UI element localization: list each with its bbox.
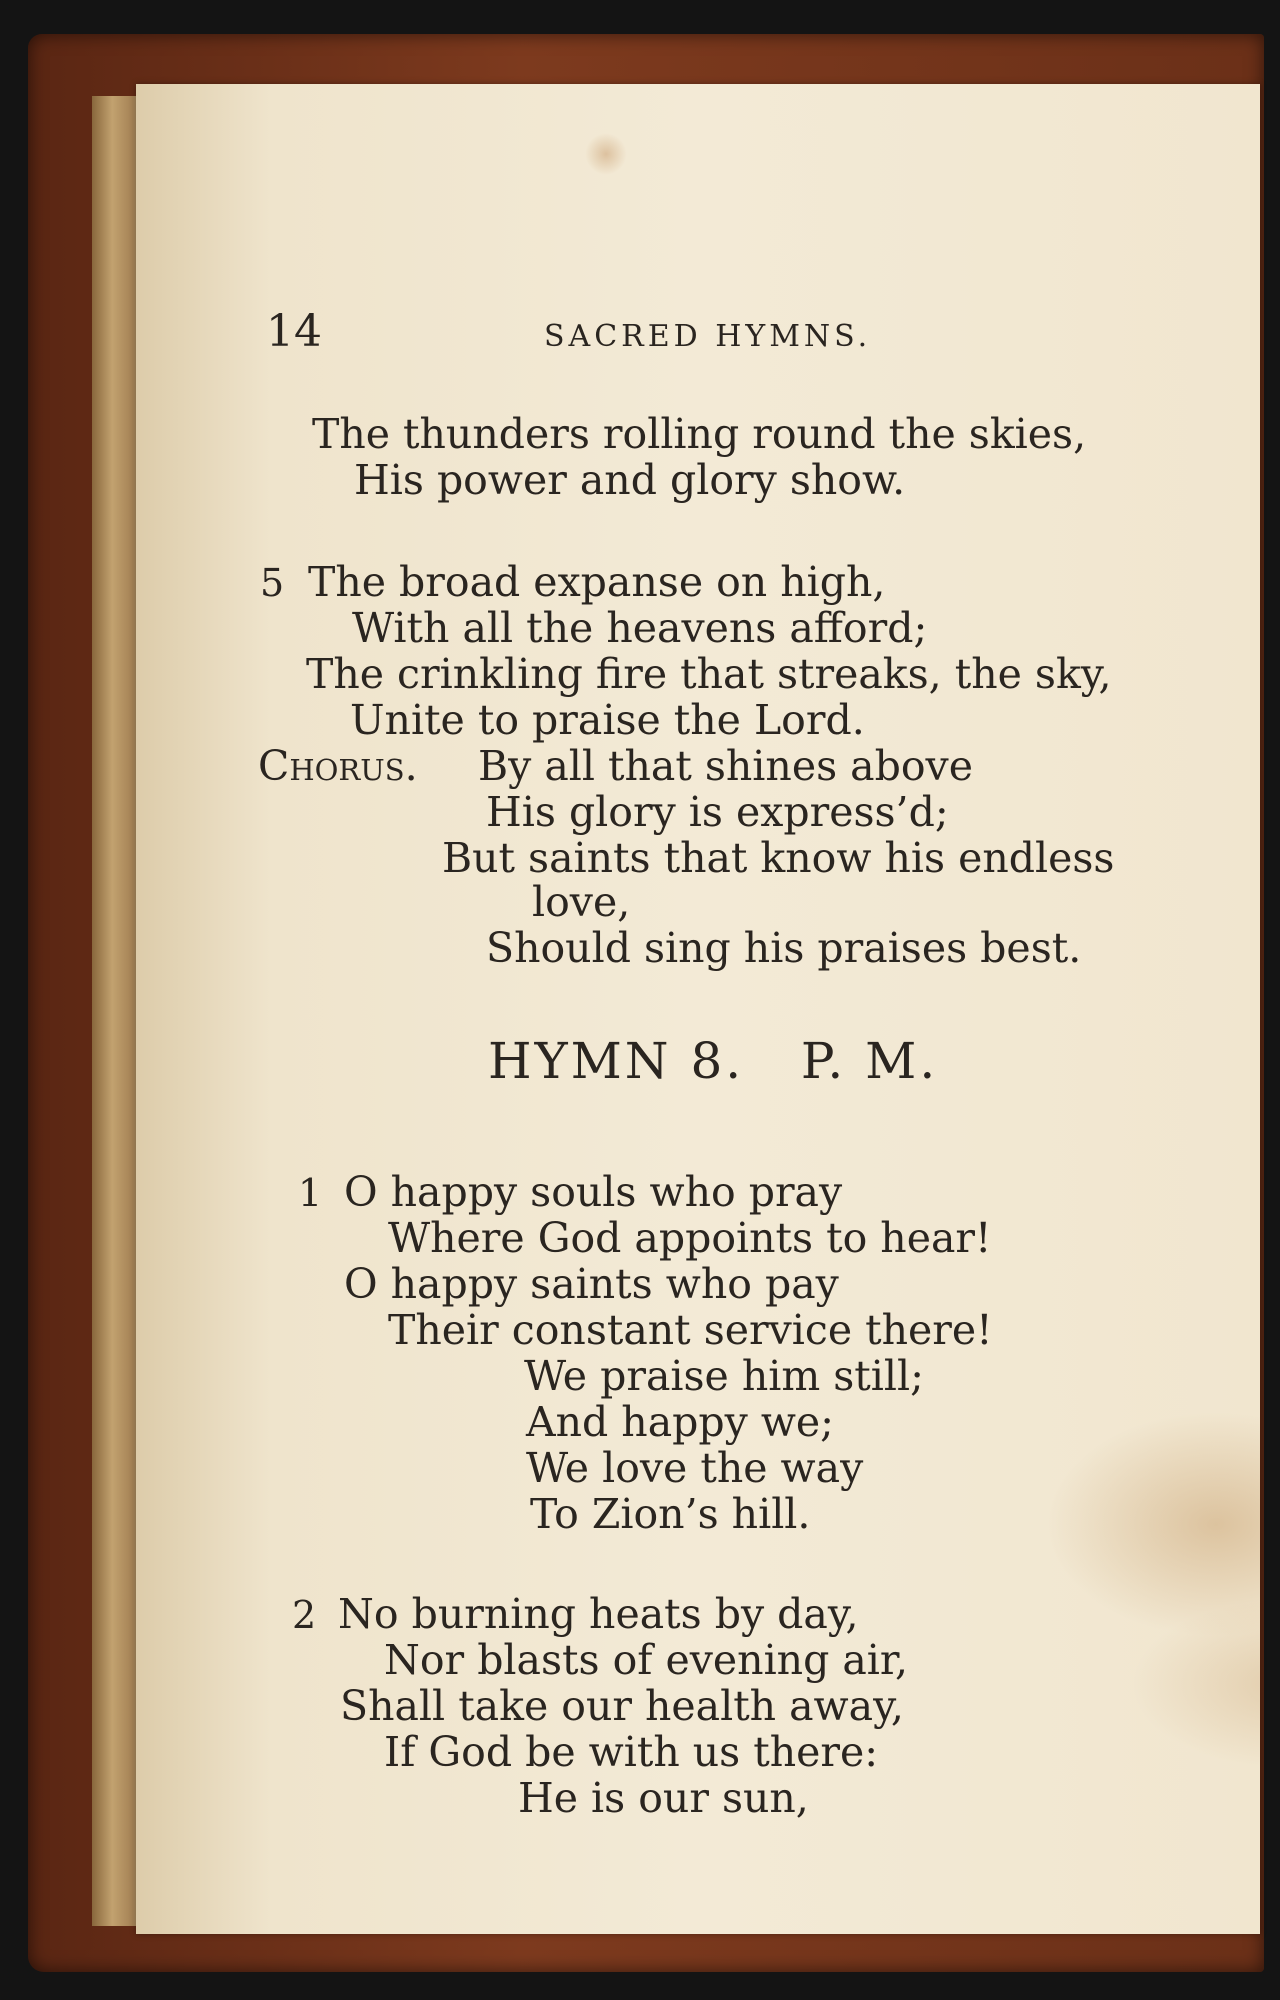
verse-line: But saints that know his endless <box>442 834 1115 882</box>
verse-line: The thunders rolling round the skies, <box>312 410 1087 458</box>
verse-line: Should sing his praises best. <box>486 924 1082 972</box>
verse-line: We love the way <box>526 1444 864 1492</box>
stanza-number: 1 <box>298 1171 323 1215</box>
verse-line: If God be with us there: <box>384 1728 879 1776</box>
verse-line: To Zion’s hill. <box>530 1490 811 1538</box>
verse-line: No burning heats by day, <box>338 1590 859 1638</box>
verse-line: The broad expanse on high, <box>308 558 886 606</box>
stanza-number: 5 <box>260 561 285 605</box>
verse-line: The crinkling fire that streaks, the sky, <box>306 650 1112 698</box>
running-title: SACRED HYMNS. <box>544 319 872 354</box>
verse-line: Their constant service there! <box>388 1306 993 1354</box>
verse-line: With all the heavens afford; <box>352 604 928 652</box>
verse-line: We praise him still; <box>524 1352 924 1400</box>
page-number: 14 <box>266 306 322 357</box>
verse-line: love, <box>532 878 631 926</box>
verse-line: O happy saints who pay <box>344 1260 839 1308</box>
stanza-number: 2 <box>292 1593 317 1637</box>
verse-line: His glory is express’d; <box>486 788 949 836</box>
verse-line: Nor blasts of evening air, <box>384 1636 909 1684</box>
hymn-title: HYMN 8. P. M. <box>488 1032 939 1090</box>
verse-line: Where God appoints to hear! <box>388 1214 992 1262</box>
verse-line: And happy we; <box>526 1398 835 1446</box>
verse-line: Shall take our health away, <box>340 1682 904 1730</box>
verse-line: By all that shines above <box>478 742 973 790</box>
verse-line: His power and glory show. <box>354 456 906 504</box>
chorus-label: Chorus. <box>258 742 418 790</box>
book-page <box>136 84 1260 1934</box>
verse-line: Unite to praise the Lord. <box>350 696 865 744</box>
verse-line: O happy souls who pray <box>344 1168 843 1216</box>
verse-line: He is our sun, <box>518 1774 809 1822</box>
